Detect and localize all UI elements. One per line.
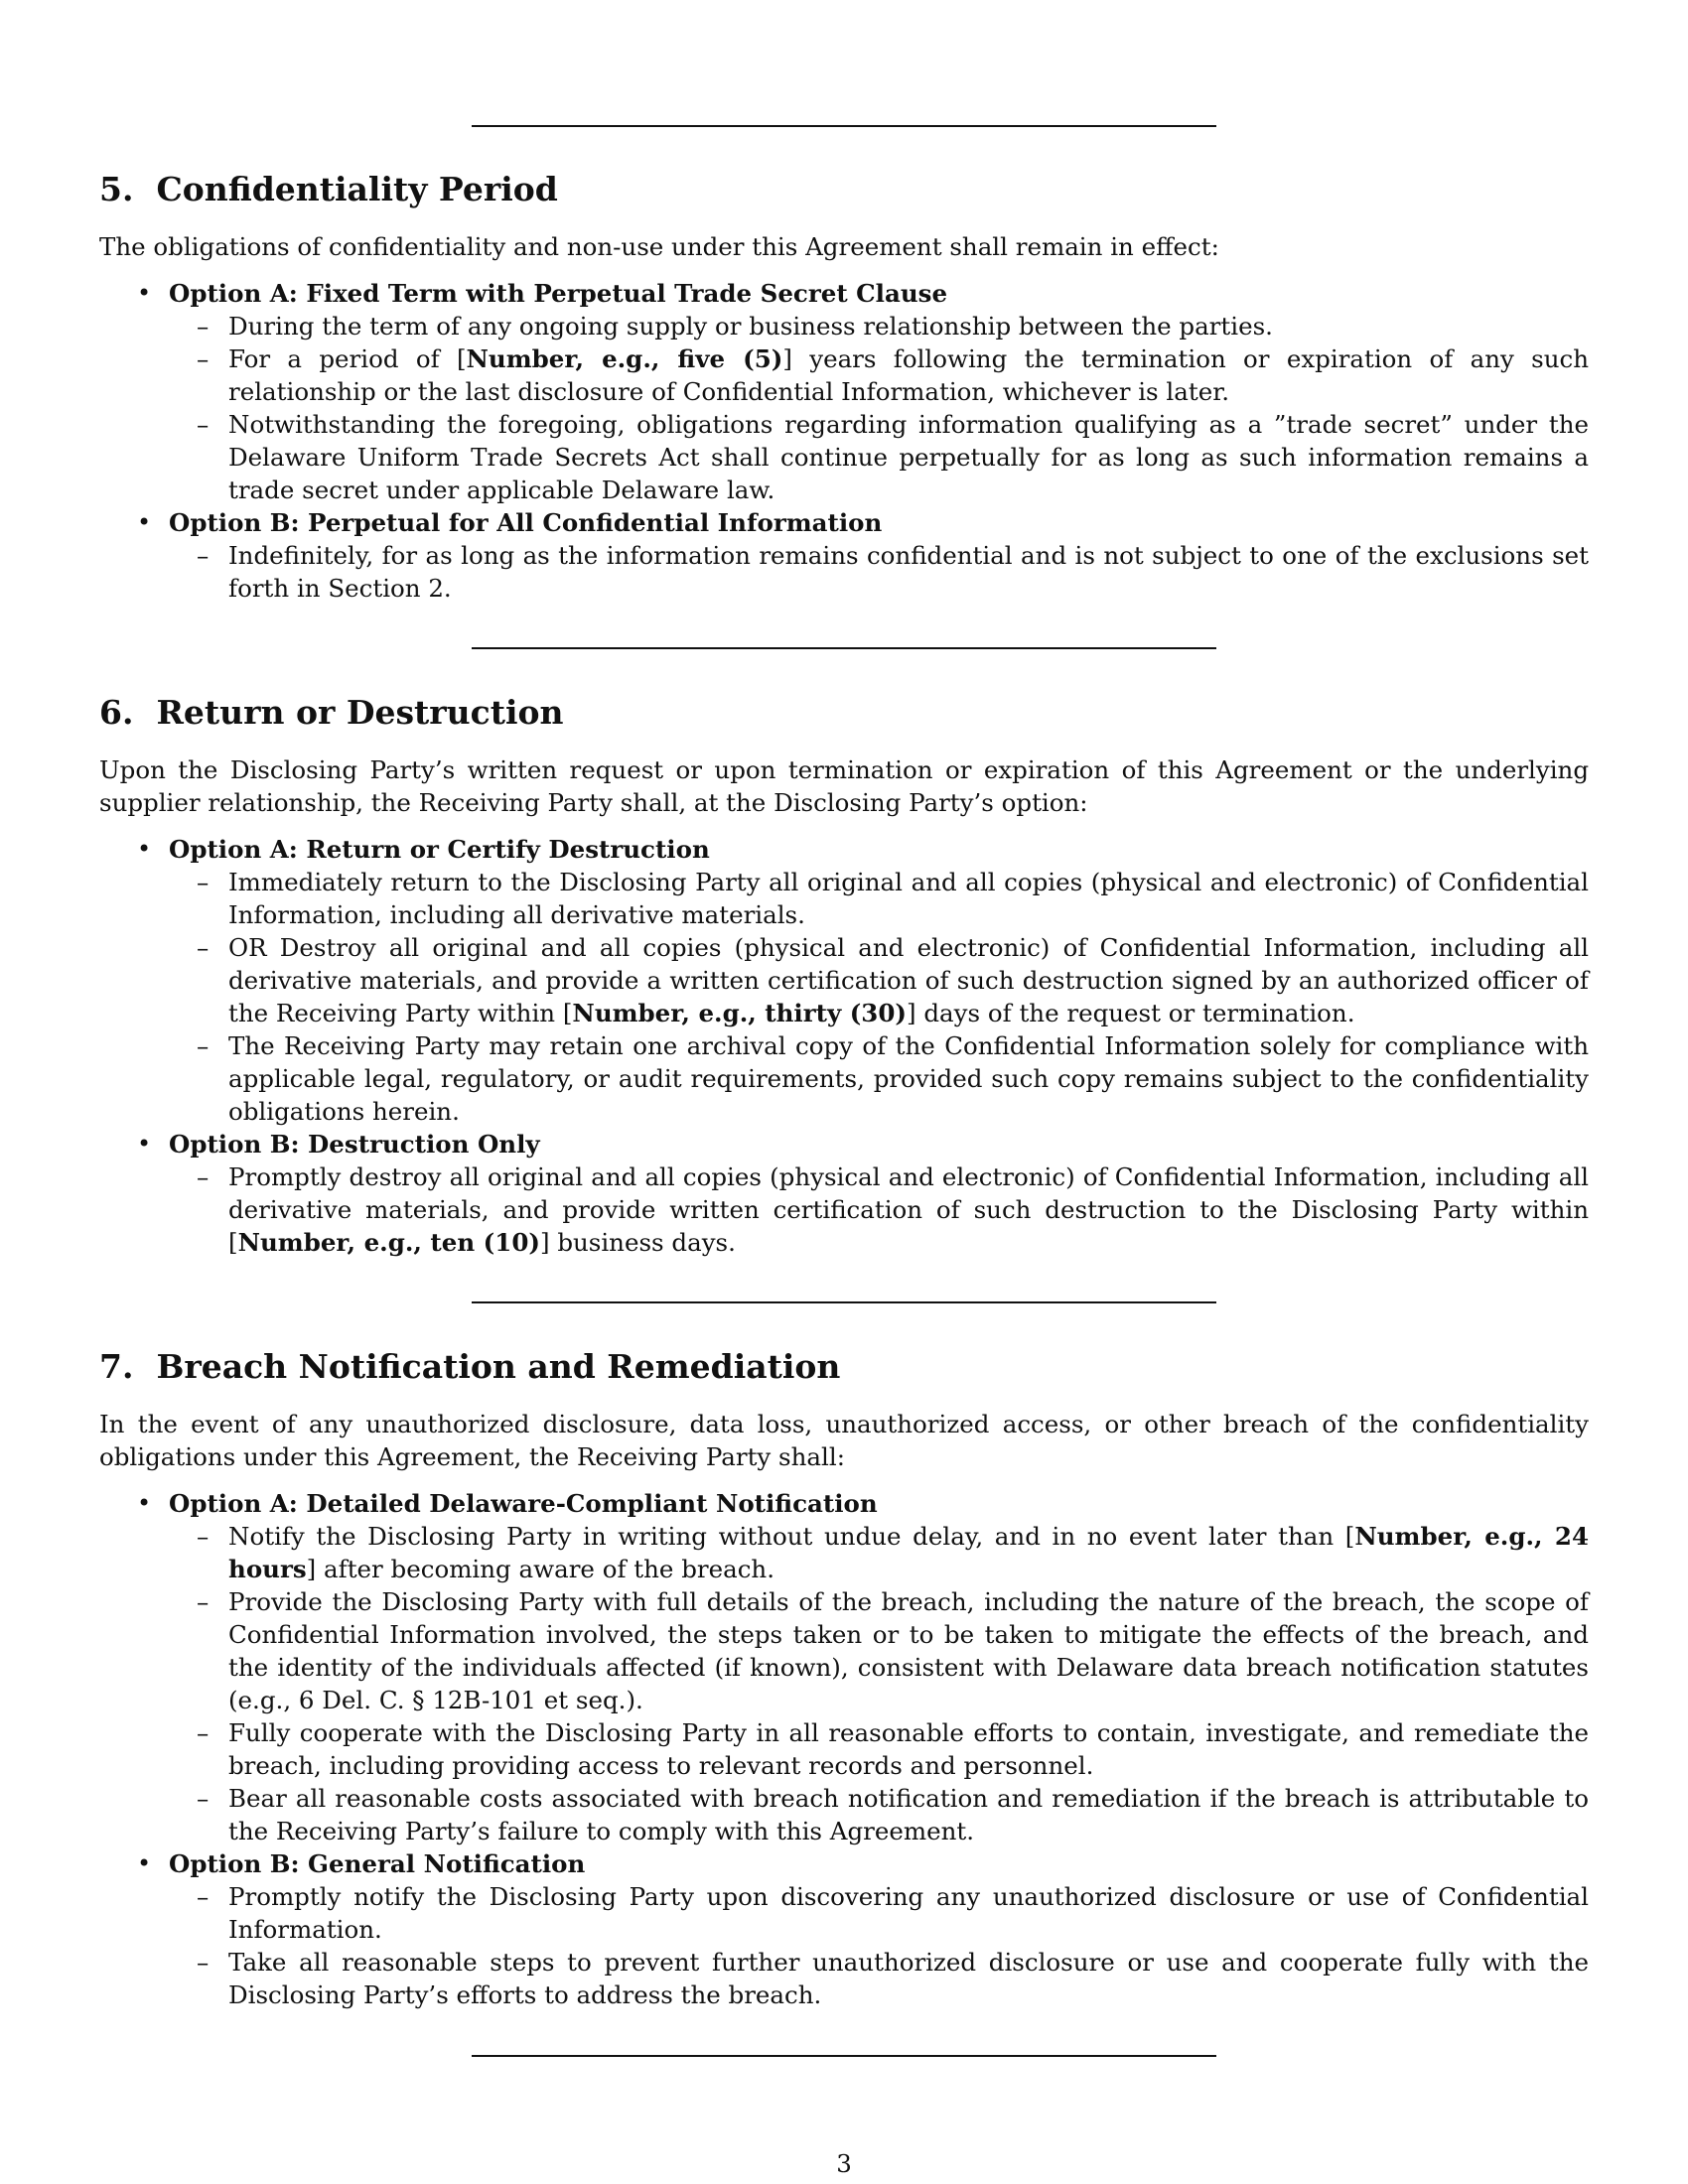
options-list bbox=[99, 277, 1589, 605]
dash-icon: – bbox=[197, 312, 210, 341]
option-item bbox=[99, 1487, 1589, 1847]
sub-item bbox=[169, 1880, 1589, 1946]
sub-item-text: Bear all reasonable costs associated with breach notification and remediation if the breach is attributable to the Receiving Party’s failure to comply with this Agreement. bbox=[228, 1784, 1589, 1845]
section-return-or-destruction bbox=[99, 692, 1589, 1259]
dash-icon: – bbox=[197, 1587, 210, 1616]
sub-item bbox=[169, 866, 1589, 931]
sub-item bbox=[169, 931, 1589, 1029]
sub-item bbox=[169, 1782, 1589, 1847]
option-item bbox=[99, 506, 1589, 605]
sub-item bbox=[169, 1160, 1589, 1259]
sub-items-list bbox=[169, 1880, 1589, 2011]
option-title: Option B: Perpetual for All Confidential Information bbox=[169, 508, 883, 537]
section-breach-notification bbox=[99, 1346, 1589, 2011]
dash-icon: – bbox=[197, 1948, 210, 1977]
sub-item-text: Fully cooperate with the Disclosing Party in all reasonable efforts to contain, investigate, and remediate the breach, including providing access to relevant records and personnel. bbox=[228, 1718, 1589, 1780]
horizontal-rule bbox=[472, 1301, 1216, 1303]
sub-item-text: During the term of any ongoing supply or business relationship between the parties. bbox=[228, 312, 1273, 341]
sub-item bbox=[169, 539, 1589, 605]
sub-item-text: Notwithstanding the foregoing, obligations regarding information qualifying as a ”trade secret” under the Delaware Uniform Trade Secrets Act shall continue perpetually for as long as such information remains a trade secret under applicable Delaware law. bbox=[228, 410, 1589, 504]
dash-icon: – bbox=[197, 410, 210, 439]
option-title: Option B: General Notification bbox=[169, 1849, 586, 1878]
sub-items-list bbox=[169, 310, 1589, 506]
dash-icon: – bbox=[197, 541, 210, 570]
sub-item-text: The Receiving Party may retain one archival copy of the Confidential Information solely for compliance with applicable legal, regulatory, or audit requirements, provided such copy remains subject to the confidentiality obligations herein. bbox=[228, 1031, 1589, 1126]
section-title: Breach Notification and Remediation bbox=[156, 1347, 841, 1386]
sub-item-text-tail: ] business days. bbox=[539, 1228, 736, 1257]
sub-item-text: Notify the Disclosing Party in writing without undue delay, and in no event later than [ bbox=[228, 1522, 1355, 1551]
section-number: 5. bbox=[99, 170, 134, 208]
page-number: 3 bbox=[836, 2149, 852, 2178]
sub-item-text: Indefinitely, for as long as the information remains confidential and is not subject to one of the exclusions set forth in Section 2. bbox=[228, 541, 1589, 603]
dash-icon: – bbox=[197, 1031, 210, 1060]
sub-item bbox=[169, 310, 1589, 342]
section-intro: The obligations of confidentiality and non-use under this Agreement shall remain in effect: bbox=[99, 232, 1219, 261]
sub-item bbox=[169, 408, 1589, 506]
sub-item-text: Promptly destroy all original and all copies (physical and electronic) of Confidential Information, including all derivative materials, and provide written certification of such destruction to the Disclosing Party within [ bbox=[228, 1162, 1589, 1257]
sub-item bbox=[169, 1585, 1589, 1716]
section-heading bbox=[99, 692, 1589, 734]
sub-item-text: Immediately return to the Disclosing Party all original and all copies (physical and electronic) of Confidential Information, including all derivative materials. bbox=[228, 868, 1589, 929]
sub-item bbox=[169, 1716, 1589, 1782]
horizontal-rule bbox=[472, 647, 1216, 649]
options-list bbox=[99, 833, 1589, 1259]
option-title: Option B: Destruction Only bbox=[169, 1130, 540, 1159]
sub-items-list bbox=[169, 866, 1589, 1128]
bullet-icon: • bbox=[137, 508, 152, 536]
section-heading bbox=[99, 169, 1589, 210]
section-heading bbox=[99, 1346, 1589, 1388]
sub-item bbox=[169, 342, 1589, 408]
sub-items-list bbox=[169, 539, 1589, 605]
sub-item-text-tail: ] after becoming aware of the breach. bbox=[306, 1555, 774, 1583]
sub-item-bold: Number, e.g., ten (10) bbox=[237, 1228, 540, 1257]
section-number: 7. bbox=[99, 1347, 134, 1386]
section-number: 6. bbox=[99, 693, 134, 732]
bullet-icon: • bbox=[137, 1130, 152, 1158]
section-intro: Upon the Disclosing Party’s written request or upon termination or expiration of this Agreement or the underlying supplier relationship, the Receiving Party shall, at the Disclosing Party’s option: bbox=[99, 755, 1589, 817]
sub-item-text: OR Destroy all original and all copies (physical and electronic) of Confidential Information, including all derivative materials, and provide a written certification of such destruction signed by an authorized officer of the Receiving Party within [ bbox=[228, 933, 1589, 1027]
dash-icon: – bbox=[197, 1522, 210, 1551]
section-confidentiality-period bbox=[99, 169, 1589, 605]
dash-icon: – bbox=[197, 868, 210, 896]
dash-icon: – bbox=[197, 1784, 210, 1813]
bullet-icon: • bbox=[137, 1849, 152, 1877]
sub-items-list bbox=[169, 1160, 1589, 1259]
dash-icon: – bbox=[197, 344, 210, 373]
bullet-icon: • bbox=[137, 279, 152, 307]
options-list bbox=[99, 1487, 1589, 2011]
section-intro: In the event of any unauthorized disclosure, data loss, unauthorized access, or other breach of the confidentiality obligations under this Agreement, the Receiving Party shall: bbox=[99, 1410, 1589, 1471]
sub-item-bold: Number, e.g., 24 hours bbox=[228, 1522, 1589, 1583]
bullet-icon: • bbox=[137, 835, 152, 863]
sub-item bbox=[169, 1946, 1589, 2011]
sub-items-list bbox=[169, 1520, 1589, 1847]
dash-icon: – bbox=[197, 1718, 210, 1747]
document-page bbox=[99, 0, 1589, 2184]
dash-icon: – bbox=[197, 1162, 210, 1191]
option-item bbox=[99, 1128, 1589, 1259]
option-item bbox=[99, 833, 1589, 1128]
bullet-icon: • bbox=[137, 1489, 152, 1517]
sub-item bbox=[169, 1029, 1589, 1128]
option-title: Option A: Return or Certify Destruction bbox=[169, 835, 710, 864]
section-title: Confidentiality Period bbox=[156, 170, 558, 208]
horizontal-rule bbox=[472, 125, 1216, 127]
sub-item-text: For a period of [ bbox=[228, 344, 467, 373]
dash-icon: – bbox=[197, 933, 210, 962]
horizontal-rule bbox=[472, 2055, 1216, 2057]
sub-item-text: Provide the Disclosing Party with full details of the breach, including the nature of the breach, the scope of Confidential Information involved, the steps taken or to be taken to mitigate the effects of the breach, and the identity of the individuals affected (if known), consistent with Delaware data breach notification statutes (e.g., 6 Del. C. § 12B-101 et seq.). bbox=[228, 1587, 1589, 1714]
sub-item-text-tail: ] years following the termination or expiration of any such relationship or the last disclosure of Confidential Information, whichever is later. bbox=[228, 344, 1589, 406]
option-title: Option A: Fixed Term with Perpetual Trade Secret Clause bbox=[169, 279, 948, 308]
dash-icon: – bbox=[197, 1882, 210, 1911]
sub-item-bold: Number, e.g., five (5) bbox=[466, 344, 783, 373]
option-title: Option A: Detailed Delaware-Compliant Notification bbox=[169, 1489, 878, 1518]
sub-item bbox=[169, 1520, 1589, 1585]
section-title: Return or Destruction bbox=[156, 693, 564, 732]
option-item bbox=[99, 1847, 1589, 2011]
option-item bbox=[99, 277, 1589, 506]
sub-item-bold: Number, e.g., thirty (30) bbox=[572, 999, 907, 1027]
sub-item-text: Take all reasonable steps to prevent further unauthorized disclosure or use and cooperate fully with the Disclosing Party’s efforts to address the breach. bbox=[228, 1948, 1589, 2009]
sub-item-text: Promptly notify the Disclosing Party upon discovering any unauthorized disclosure or use of Confidential Information. bbox=[228, 1882, 1589, 1944]
sub-item-text-tail: ] days of the request or termination. bbox=[907, 999, 1355, 1027]
